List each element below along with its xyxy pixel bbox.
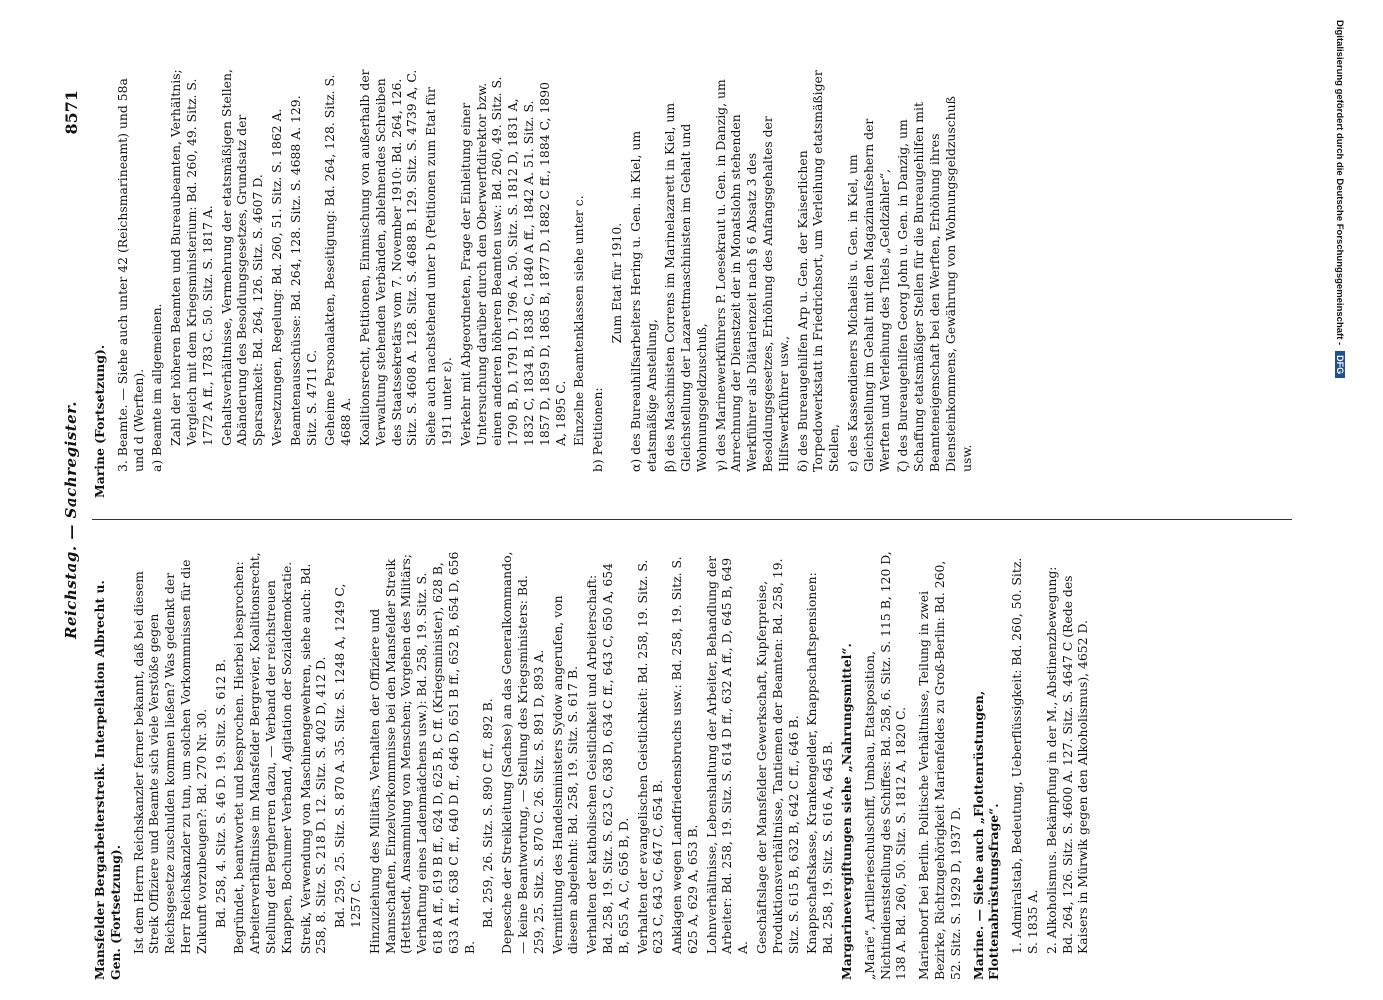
petition-item: ζ) des Bureaugehilfen Georg John u. Gen. in Danzig, um Schaffung etatsmäßiger Stellen für die Bureaugehilfen mit Beamteneigenschaft bei den Werften, Erhöhung ihres Diensteinkommens, Gewährung von Wohnungsgeldzuschuß usw. [895,96,974,472]
subentry: Versetzungen, Regelung: Bd. 260, 51. Sitz. S. 1862 A. [268,108,284,446]
subentry: 2. Alkoholismus. Bekämpfung in der M., Abstinenzbewegung: Bd. 264, 126. Sitz. S. 4600 A. 127. Sitz. S. 4647 C (Rede des Kaisers in Mürwik gegen den Alkoholismus), 4652 D. [1043,566,1091,954]
interpellation-text: Ist dem Herrn Reichskanzler ferner bekannt, daß bei diesem Streik Offiziere und Beamte sich viele Verstöße gegen Reichsgesetze zuschulden kommen ließen? Was gedenkt der Herr Reichskanzler zu tun, um solchen Vorkommnissen für die Zukunft vorzubeugen?: Bd. 270 Nr. 30. [130,559,209,954]
page-header [62,90,86,950]
subentry: Gehaltsverhältnisse, Vermehrung der etatsmäßigen Stellen, Abänderung des Besoldungsgesetzes, Grundsatz der Sparsamkeit: Bd. 264, 126. Sitz. S. 4607 D. [218,69,266,446]
entry-mansfelder: Mansfelder Bergarbeiterstreik. Interpellation Albrecht u. Gen. (Fortsetzung). [92,580,123,980]
subentry: Anklagen wegen Landfriedensbruchs usw.: Bd. 258, 19. Sitz. S. 625 A, 629 A, 653 B. [669,556,700,954]
digitization-text: Digitalisierung gefördert durch die Deutsche Forschungsgemeinschaft - [1334,20,1345,346]
subentry: 1. Admiralstab, Bedeutung, Ueberflüssigkeit: Bd. 260, 50. Sitz. S. 1835 A. [1009,557,1041,954]
subentry: 3. Beamte. — Siehe auch unter 42 (Reichsmarineamt) und 58a und d (Werften). [114,78,146,472]
subentry: Vermittlung des Handelsministers Sydow angerufen, von diesem abgelehnt: Bd. 258, 19. Sitz. S. 617 B. [549,595,581,954]
entry-marie: „Marie“, Artillerieschulschiff, Umbau, Etatsposition, Nichtindienststellung des Schiffes: Bd. 258, 6. Sitz. S. 115 B, 120 D, 138 A. Bd. 260, 50. Sitz. S. 1812 A, 1820 C. [861,551,909,980]
entry-marienborf: Marienborf bei Berlin. Politische Verhältnisse, Teilung in zwei Bezirke, Richtzugehörigkeit Marienfeldes zu Groß-Berlin: Bd. 260, 52. Sitz. S. 1929 D, 1937 D. [916,560,963,980]
subentry: Verhalten der katholischen Geistlichkeit und Arbeiterschaft: Bd. 258, 19. Sitz. S. 623 C, 638 D, 634 C ff., 643 C, 650 A, 654 B, 655 A, C, 656 B, D. [584,562,631,954]
entry-marine-continued: Marine (Fortsetzung). [92,344,107,498]
subentry: Knappschaftskasse, Krankengelder, Knappschaftspensionen: Bd. 258, 19. Sitz. S. 616 A, 645 B. [804,572,836,954]
subheading-etat: Zum Etat für 1910. [608,222,624,344]
petition-item: β) des Maschinisten Correns im Marinelazarett in Kiel, um Gleichstellung der Lazarettmaschinisten im Gehalt und Wohnungsgeldzuschuß, [662,102,709,472]
petition-item: ε) des Kassendieners Michaelis u. Gen. in Kiel, um Gleichstellung im Gehalt mit den Magazinaufsehern der Werften und Verleihung des Titels „Geldzähler“, [845,118,892,472]
petition-item: δ) des Bureaugehilfen Arp u. Gen. der Kaiserlichen Torpedowerkstatt in Friedrichsort, um Verleihung etatsmäßiger Stellen, [794,70,842,472]
subentry: Geschäftslage der Mansfelder Gewerkschaft, Kupferpreise, Produktionsverhältnisse, Tantiemen der Beamten: Bd. 258, 19. Sitz. S. 615 B, 632 B, 642 C ff., 646 B. [754,558,801,954]
subentry: Beamtenausschüsse: Bd. 264, 128. Sitz. S. 4688 A. 129. Sitz. S. 4711 C. [287,95,319,446]
subentry: Siehe auch nachstehend unter b (Petitionen zum Etat für 1911 unter ε). [423,87,454,446]
entry-margarine: Margarinevergiftungen siehe „Nahrungsmittel“. [839,643,855,980]
left-column [92,550,1297,980]
reference: Bd. 258, 4. Sitz. S. 46 D. 19. Sitz. S. 612 B. [212,658,228,928]
digitization-note [1323,20,1345,980]
subentry: Einzelne Beamtenklassen siehe unter c. [571,195,587,446]
subentry: Depesche der Streikleitung (Sachse) an das Generalkommando, — keine Beantwortung, — Stellung des Kriegsministers: Bd. 259, 25. Sitz. S. 870 C. 26. Sitz. S. 891 D, 893 A. [499,551,546,954]
discussion-note: Begründet, beantwortet und besprochen. Hierbei besprochen: Arbeiterverhältnisse im Mansfelder Bergrevier, Koalitionsrecht, Stellung der Bergherren dazu, — Verband der reichstreuen Knappen, Bochumer Verband, Agitation der Sozialdemokratie. [231,552,294,954]
subentry: Hinzuziehung des Militärs, Verhalten der Offiziere und Mannschaften, Einzelvorkommnisse bei den Mansfelder Streik (Hettstedt, Ansammlung von Menschen; Vorgehen des Militärs; Verhaftung eines Ladenmädchens usw.): Bd. 258, 19. Sitz. S. 618 A ff., 619 B ff., 624 D, 625 B, C ff. (Kriegsminister), 628 B, 633 A ff., 638 C ff., 640 D ff., 646 D, 651 B ff., 652 B, 654 D, 656 B. [366,551,477,954]
petition-item: α) des Bureauhilfsarbeiters Hering u. Gen. in Kiel, um etatsmäßige Anstellung, [627,130,659,472]
subentry: Lohnverhältnisse, Lebenshaltung der Arbeiter, Behandlung der Arbeiter: Bd. 258, 19. Sitz. S. 614 D ff., 632 A ff., D, 645 B, 649 A. [703,555,751,954]
petition-item: γ) des Marinewerkführers P. Loesekraut u. Gen. in Danzig, um Anrechnung der Dienstzeit der in Monatslohn stehenden Werkführer als Diätarienzeit nach § 6 Absatz 3 des Besoldungsgesetzes, Erhöhung des Anfangsgehaltes der Hilfswerkführer usw., [712,79,791,472]
subentry: Geheime Personalakten, Beseitigung: Bd. 264, 128. Sitz. S. 4688 A. [322,74,354,446]
page-number: 8571 [62,90,81,135]
reference: Bd. 259, 26. Sitz. S. 890 C ff., 892 B. [480,698,496,928]
entry-marine: Marine. — Siehe auch „Flottenrüstungen, Flottenabrüstungsfrage“. [970,690,1002,980]
dfg-logo: DFG [1335,351,1345,378]
reference: Bd. 259, 25. Sitz. S. 870 A. 35. Sitz. S. 1248 A, 1249 C, 1257 C. [332,583,363,928]
subentry: Zahl der höheren Beamten und Bureaubeamten, Verhältnis; Vergleich mit dem Kriegsministerium: Bd. 260, 49. Sitz. S. 1772 A ff., 1783 C. 50. Sitz. S. 1817 A. [168,69,215,446]
subentry: Verhalten der evangelischen Geistlichkeit: Bd. 258, 19. Sitz. S. 623 C, 643 C, 647 C, 654 B. [634,559,666,954]
subentry: Verkehr mit Abgeordneten, Frage der Einleitung einer Untersuchung darüber durch den Oberwerftdirektor bzw. einen anderen höheren Beamten usw.: Bd. 260, 49. Sitz. S. 1790 B, D, 1791 D, 1796 A. 50. Sitz. S. 1812 D, 1831 A, 1832 C, 1834 B, 1838 C, 1840 A ff., 1842 A. 51. Sitz. S. 1857 D, 1859 D, 1865 B, 1877 D, 1882 C ff., 1884 C, 1890 A, 1895 C. [457,76,568,446]
subentry: Koalitionsrecht, Petitionen, Einmischung von außerhalb der Verwaltung stehenden Verbänden, ablehnendes Schreiben des Staatssekretärs vom 7. November 1910: Bd. 264, 126. Sitz. S. 4608 A. 128. Sitz. S. 4688 B. 129. Sitz. S. 4739 A, C. [356,69,420,446]
subheading: b) Petitionen: [590,387,606,472]
subheading: a) Beamte im allgemeinen. [149,303,165,472]
running-title: Reichstag. — Sachregister. [62,401,80,639]
column-divider [92,519,1292,520]
subentry: Streik, Verwendung von Maschinengewehren, siehe auch: Bd. 258, 8. Sitz. S. 218 D. 12. Sitz. S. 402 D, 412 D. [297,563,329,954]
right-column [92,68,1297,498]
